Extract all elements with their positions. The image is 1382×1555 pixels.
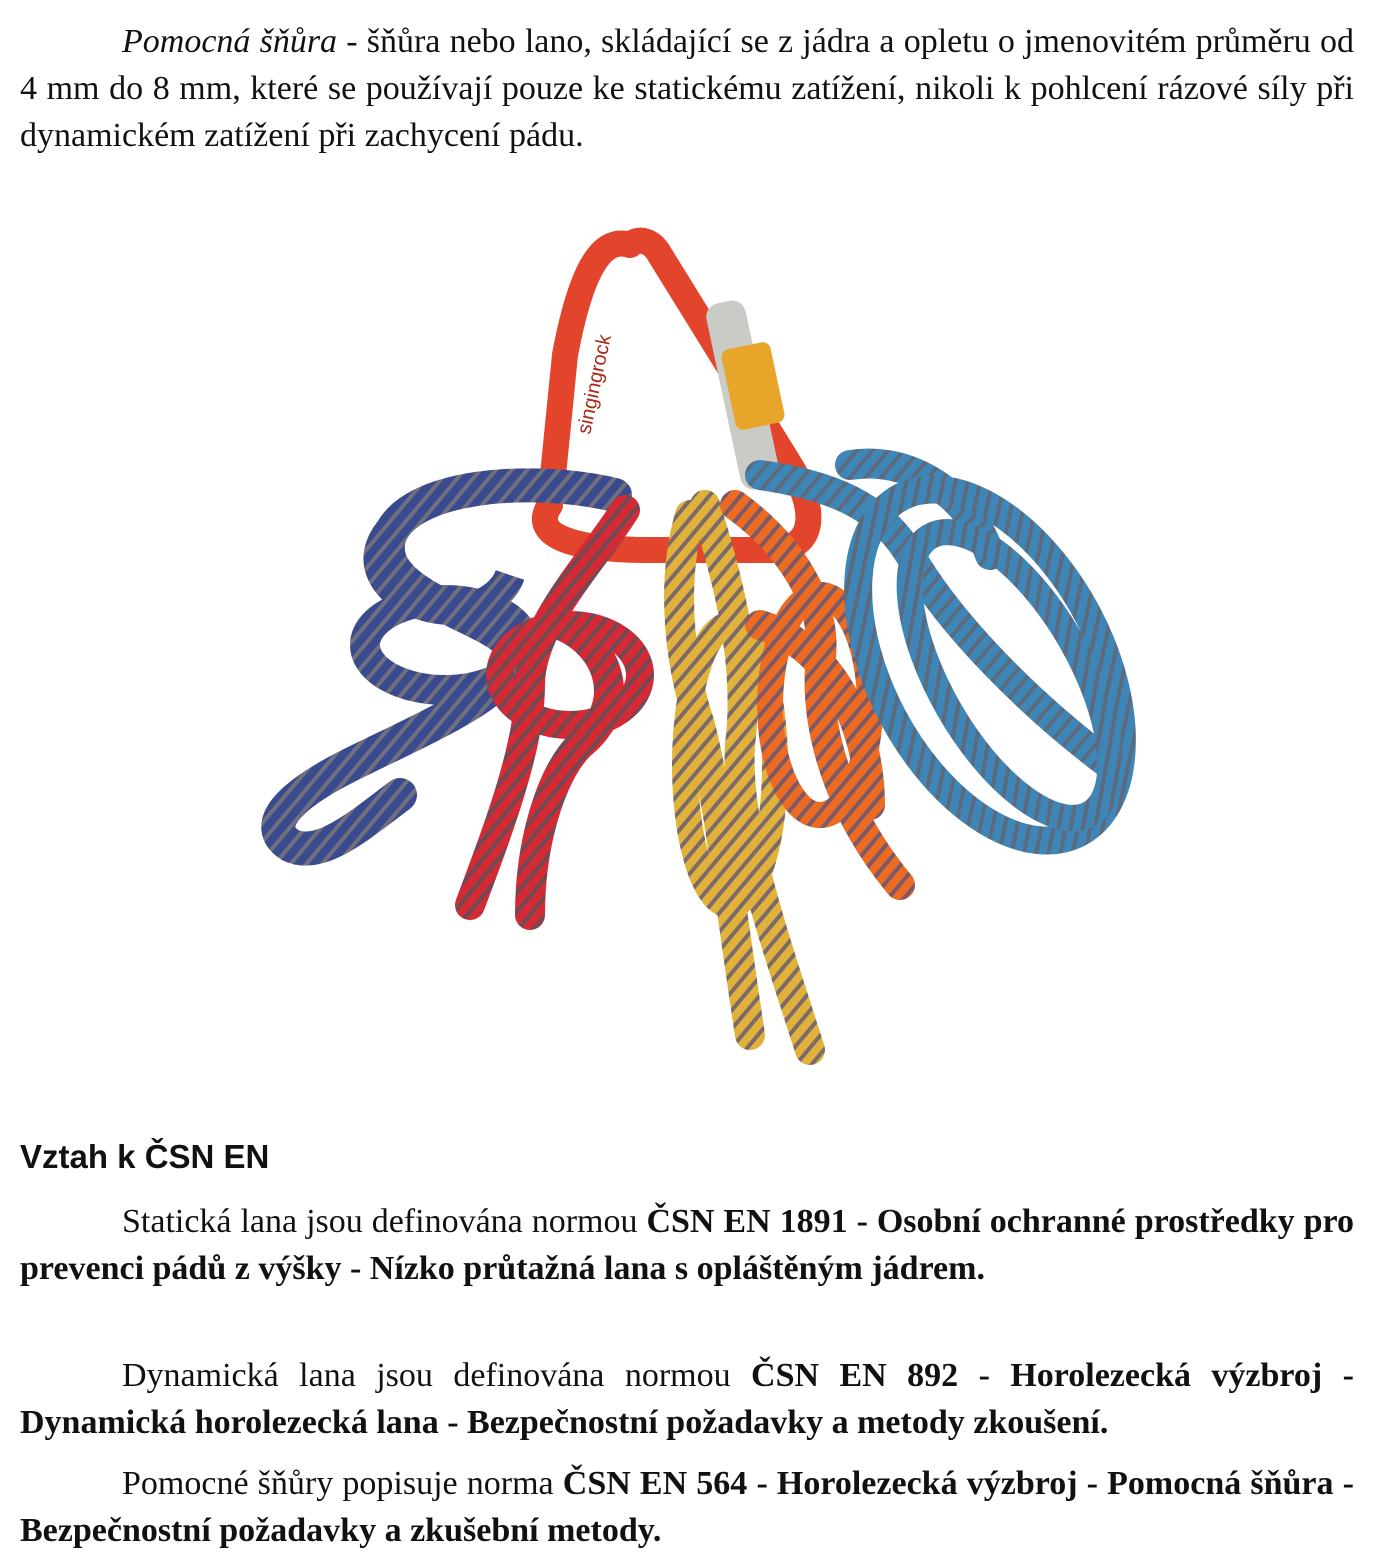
accessory-cord-norm: ČSN EN 564 - Horolezecká výzbroj - Pomocná šňůra - Bezpečnostní požadavky a zkušební metody.	[20, 1465, 1354, 1549]
section-heading: Vztah k ČSN EN	[20, 1138, 270, 1175]
intro-text: - šňůra nebo lano, skládající se z jádra a opletu o jmenovitém průměru od 4 mm do 8 mm, které se používají pouze ke statickému zatížení, nikoli k pohlcení rázové síly při dynamickém zatížení při zachycení pádu.	[20, 23, 1354, 154]
carabiner-brand-text: singingrock	[573, 332, 616, 437]
red-rope	[470, 510, 640, 915]
intro-paragraph	[20, 18, 1354, 159]
accessory-cord-paragraph	[20, 1460, 1354, 1554]
intro-term: Pomocná šňůra	[122, 23, 338, 60]
accessory-cord-lead: Pomocné šňůry popisuje norma	[122, 1465, 563, 1502]
static-ropes-paragraph	[20, 1198, 1354, 1292]
static-ropes-norm: ČSN EN 1891 - Osobní ochranné prostředky pro prevenci pádů z výšky - Nízko průtažná lana s opláštěným jádrem.	[20, 1203, 1354, 1287]
dynamic-ropes-lead: Dynamická lana jsou definována normou	[122, 1357, 752, 1394]
dynamic-ropes-norm: ČSN EN 892 - Horolezecká výzbroj - Dynamická horolezecká lana - Bezpečnostní požadavky a metody zkoušení.	[20, 1357, 1354, 1441]
rope-carabiner-photo	[230, 205, 1150, 1085]
ropes-illustration	[230, 205, 1150, 1085]
static-ropes-lead: Statická lana jsou definována normou	[122, 1203, 647, 1240]
dynamic-ropes-paragraph	[20, 1352, 1354, 1446]
